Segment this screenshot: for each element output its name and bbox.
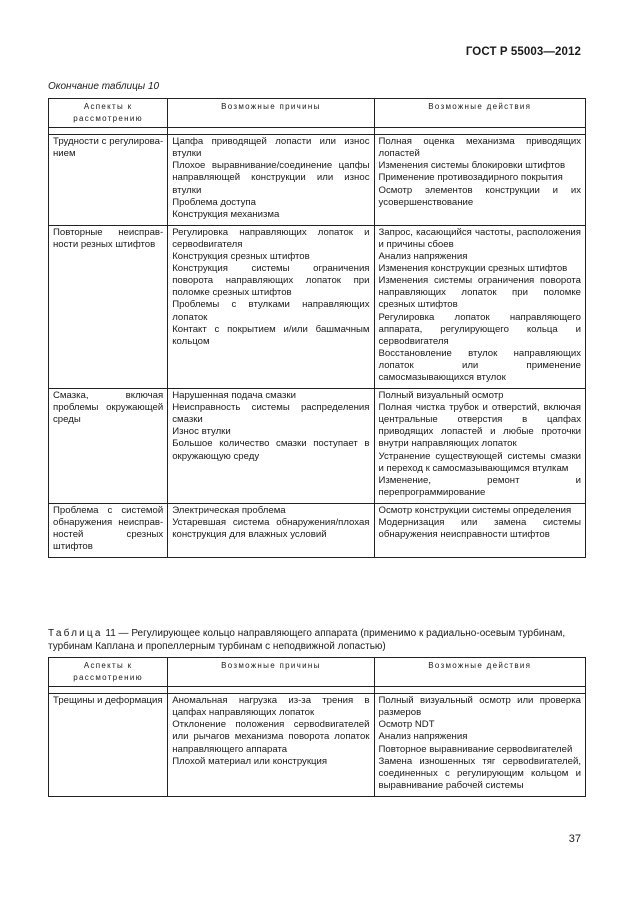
action-item: Полная чистка трубок и отверстий, включая центральные отверстия в цапфах приводящих лопастей и любые проточки внутри направляющих лопаток [378, 402, 581, 450]
column-header: Возможные действия [374, 99, 586, 128]
table-header-row [49, 99, 586, 128]
table-header-row [49, 658, 586, 687]
cause-item: Плохой материал или конструкция [172, 755, 328, 767]
action-item: Восстановление втулок направляющих лопаток или применение самосмазывающихся втулок [378, 347, 581, 383]
cause-item: Конструкция срезных штифтов [172, 251, 310, 263]
document-header: ГОСТ Р 55003—2012 [465, 46, 581, 58]
table-row [49, 225, 586, 388]
table-11-caption-label: Таблица [48, 628, 103, 639]
aspect-cell: Проблема с системой обнаружения неисправ-ностей срезных штифтов [49, 503, 168, 557]
cause-item: Проблемы с втулками направляющих лопаток [172, 299, 370, 323]
actions-cell [374, 135, 586, 226]
action-item: Анализ напряжения [378, 251, 468, 263]
cause-item: Неисправность системы распределения смазки [172, 402, 370, 426]
action-item: Модернизация или замена системы обнаружения неисправности штифтов [378, 517, 581, 541]
cause-item: Контакт с покрытием и/или башмачным кольцом [172, 323, 370, 347]
aspect-cell: Трудности с регулирова-нием [49, 135, 168, 226]
action-item: Изменения системы блокировки штифтов [378, 160, 566, 172]
action-item: Полный визуальный осмотр или проверка размеров [378, 695, 581, 719]
actions-cell [374, 225, 586, 388]
table-row [49, 503, 586, 557]
column-header: Возможные причины [168, 658, 374, 687]
action-item: Запрос, касающийся частоты, расположения и причины сбоев [378, 226, 581, 250]
action-item: Замена изношенных тяг сервodвигателей, соединенных с регулирующим кольцом и выравнивание рабочей системы [378, 755, 581, 791]
column-header: Возможные причины [168, 99, 374, 128]
cause-item: Отклонение положения сервodвигателей или рычагов механизма поворота лопаток направляющего аппарата [172, 719, 370, 755]
column-header: Аспекты к рассмотрению [49, 99, 168, 128]
causes-cell [168, 503, 374, 557]
column-header: Возможные действия [374, 658, 586, 687]
actions-cell [374, 389, 586, 504]
cause-item: Износ втулки [172, 426, 231, 438]
cause-item: Проблема доступа [172, 196, 256, 208]
actions-cell [374, 694, 586, 797]
cause-item: Конструкция системы ограничения поворота направляющих лопаток при поломке срезных штифтов [172, 263, 370, 299]
cause-item: Электрическая проблема [172, 504, 286, 516]
table-10 [48, 98, 586, 558]
table-row [49, 389, 586, 504]
cause-item: Нарушенная подача смазки [172, 390, 296, 402]
action-item: Изменение, ремонт и перепрограммирование [378, 474, 581, 498]
cause-item: Конструкция механизма [172, 208, 280, 220]
table-row [49, 135, 586, 226]
table-11-caption [48, 628, 588, 653]
action-item: Полный визуальный осмотр [378, 390, 504, 402]
action-item: Регулировка лопаток направляющего аппарата, регулирующего кольца и сервodвигателя [378, 311, 581, 347]
table-11-caption-text: 11 — Регулирующее кольцо направляющего аппарата (применимо к радиально-осевым турбинам, турбинам Каплана и пропеллерным турбинам с неподвижной лопастью) [48, 628, 566, 652]
action-item: Изменения конструкции срезных штифтов [378, 263, 568, 275]
table-row [49, 694, 586, 797]
aspect-cell: Трещины и деформация [49, 694, 168, 797]
action-item: Устранение существующей системы смазки и переход к самосмазывающимся втулкам [378, 450, 581, 474]
action-item: Повторное выравнивание сервodвигателей [378, 743, 573, 755]
causes-cell [168, 225, 374, 388]
action-item: Полная оценка механизма приводящих лопастей [378, 136, 581, 160]
cause-item: Регулировка направляющих лопаток и сервodвигателя [172, 226, 370, 250]
action-item: Изменения системы ограничения поворота направляющих лопаток при поломке срезных штифтов [378, 275, 581, 311]
causes-cell [168, 135, 374, 226]
cause-item: Плохое выравнивание/соединение цапфы направляющей конструкции или износ втулки [172, 160, 370, 196]
aspect-cell: Смазка, включая проблемы окружающей среды [49, 389, 168, 504]
table-10-caption: Окончание таблицы 10 [48, 81, 160, 92]
action-item: Осмотр элементов конструкции и их усовершенствование [378, 184, 581, 208]
column-header: Аспекты к рассмотрению [49, 658, 168, 687]
causes-cell [168, 694, 374, 797]
action-item: Осмотр NDT [378, 719, 435, 731]
actions-cell [374, 503, 586, 557]
action-item: Анализ напряжения [378, 731, 468, 743]
cause-item: Аномальная нагрузка из-за трения в цапфах направляющих лопаток [172, 695, 370, 719]
cause-item: Устаревшая система обнаружения/плохая конструкция для влажных условий [172, 517, 370, 541]
causes-cell [168, 389, 374, 504]
page-number: 37 [568, 833, 581, 845]
cause-item: Цапфа приводящей лопасти или износ втулки [172, 136, 370, 160]
cause-item: Большое количество смазки поступает в окружающую среду [172, 438, 370, 462]
aspect-cell: Повторные неисправ-ности резных штифтов [49, 225, 168, 388]
action-item: Осмотр конструкции системы определения [378, 504, 572, 516]
action-item: Применение противозадирного покрытия [378, 172, 563, 184]
table-11 [48, 657, 586, 797]
